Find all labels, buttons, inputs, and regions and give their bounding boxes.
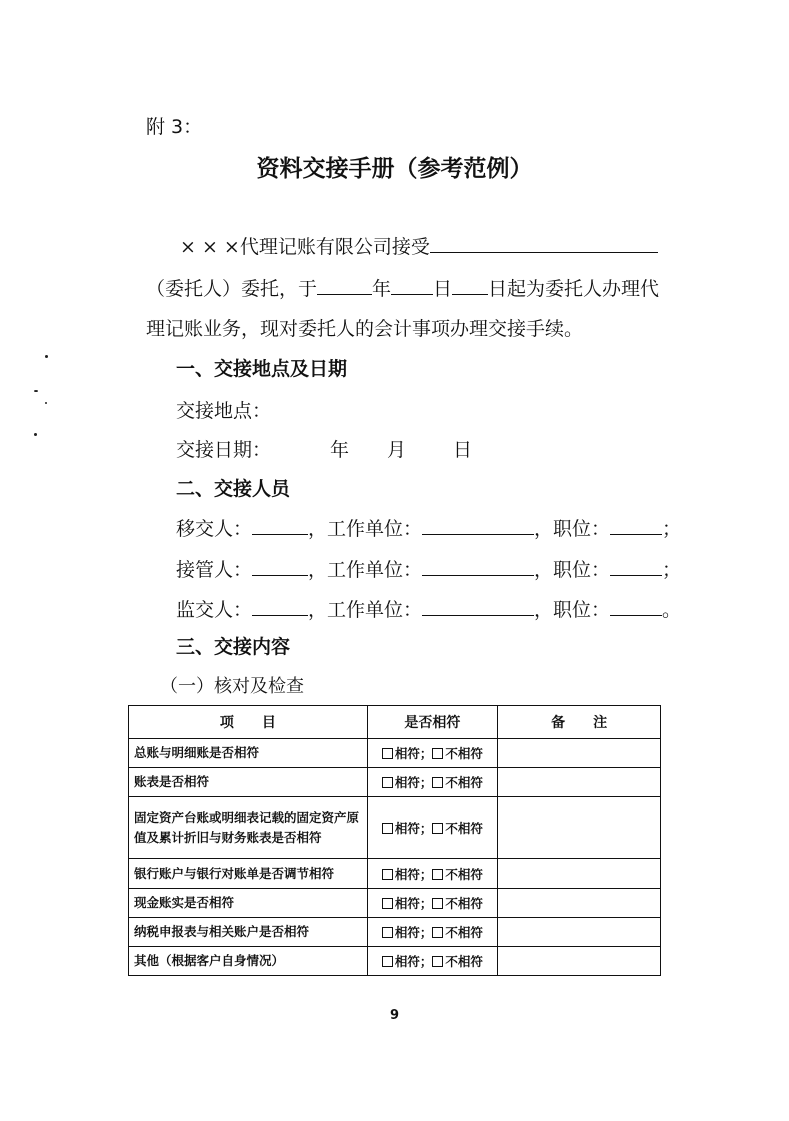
match-yes-label: 相符；: [394, 775, 433, 790]
receiver-position-blank: [610, 556, 662, 576]
section2-heading: 二、交接人员: [176, 478, 291, 500]
match-yes-checkbox[interactable]: [382, 869, 393, 880]
match-yes-checkbox[interactable]: [382, 927, 393, 938]
scan-speck: [45, 402, 47, 404]
row-note[interactable]: [498, 859, 661, 889]
supervisor-label: 监交人：: [176, 599, 253, 621]
row-item: 纳税申报表与相关账户是否相符: [129, 918, 368, 947]
match-yes-checkbox[interactable]: [382, 777, 393, 788]
supervisor-position-label: ，职位：: [534, 599, 611, 621]
receiver-end: ；: [662, 559, 682, 581]
row-match: [367, 947, 497, 976]
match-yes-label: 相符；: [394, 896, 433, 911]
match-no-checkbox[interactable]: [432, 823, 443, 834]
match-yes-label: 相符；: [394, 746, 433, 761]
match-yes-checkbox[interactable]: [382, 898, 393, 909]
section3-subheading: （一）核对及检查: [160, 676, 304, 697]
transferor-name-blank: [252, 515, 308, 535]
table-row: [129, 739, 661, 768]
supervisor-unit-blank: [422, 596, 534, 616]
row-note[interactable]: [498, 797, 661, 859]
table-row: [129, 768, 661, 797]
transferor-label: 移交人：: [176, 518, 253, 540]
header-match: 是否相符: [367, 706, 497, 739]
handover-date-month: 月: [387, 439, 407, 461]
match-no-checkbox[interactable]: [432, 748, 443, 759]
scan-speck: [45, 355, 48, 358]
transferor-row: [176, 514, 681, 541]
match-no-label: 不相符: [445, 954, 483, 969]
row-note[interactable]: [498, 768, 661, 797]
match-no-checkbox[interactable]: [432, 956, 443, 967]
row-note[interactable]: [498, 889, 661, 918]
supervisor-position-blank: [610, 596, 662, 616]
intro-year-label: 年: [372, 278, 392, 300]
supervisor-unit-label: ，工作单位：: [308, 599, 423, 621]
check-table: [128, 705, 661, 976]
match-no-label: 不相符: [445, 746, 483, 761]
row-item: 总账与明细账是否相符: [129, 739, 368, 768]
intro-day-label: 日: [433, 278, 453, 300]
handover-date-label: 交接日期：: [176, 439, 272, 461]
row-match: [367, 797, 497, 859]
match-no-checkbox[interactable]: [432, 869, 443, 880]
row-note[interactable]: [498, 918, 661, 947]
row-note[interactable]: [498, 947, 661, 976]
row-match: [367, 768, 497, 797]
handover-date-year: 年: [330, 439, 350, 461]
table-row: [129, 918, 661, 947]
header-item: 项 目: [129, 706, 368, 739]
match-no-label: 不相符: [445, 925, 483, 940]
match-yes-label: 相符；: [394, 954, 433, 969]
intro-line-1: [180, 232, 658, 259]
handover-place-label: 交接地点：: [176, 400, 272, 422]
match-yes-label: 相符；: [394, 866, 433, 882]
page-number: 9: [389, 1008, 400, 1023]
row-item: 其他（根据客户自身情况）: [129, 947, 368, 976]
scan-speck: [34, 433, 37, 436]
year-blank: [317, 275, 372, 295]
table-row: [129, 859, 661, 889]
intro-line-2: [146, 274, 659, 301]
row-match: [367, 859, 497, 889]
client-name-blank: [430, 233, 658, 253]
match-no-label: 不相符: [445, 866, 483, 882]
row-item: 账表是否相符: [129, 768, 368, 797]
transferor-position-label: ，职位：: [534, 518, 611, 540]
table-header-row: [129, 706, 661, 739]
intro-company: × × ×代理记账有限公司接受: [180, 236, 430, 258]
transferor-unit-label: ，工作单位：: [308, 518, 423, 540]
receiver-label: 接管人：: [176, 559, 253, 581]
appendix-label: 附 3：: [146, 116, 203, 138]
receiver-row: [176, 555, 681, 582]
supervisor-row: [176, 595, 681, 622]
supervisor-end: 。: [662, 599, 682, 621]
row-note[interactable]: [498, 739, 661, 768]
transferor-end: ；: [662, 518, 682, 540]
section3-heading: 三、交接内容: [176, 636, 291, 658]
row-item: 银行账户与银行对账单是否调节相符: [129, 859, 368, 889]
match-yes-label: 相符；: [394, 925, 433, 940]
table-row: [129, 889, 661, 918]
transferor-position-blank: [610, 515, 662, 535]
match-yes-checkbox[interactable]: [382, 956, 393, 967]
table-row: [129, 797, 661, 859]
intro-start-text: 日起为委托人办理代: [488, 278, 660, 300]
row-match: [367, 889, 497, 918]
match-no-label: 不相符: [445, 896, 483, 911]
row-item: 现金账实是否相符: [129, 889, 368, 918]
scan-speck: [34, 390, 38, 392]
match-no-label: 不相符: [445, 820, 483, 836]
document-title: 资料交接手册（参考范例）: [256, 156, 533, 182]
header-note: 备 注: [498, 706, 661, 739]
match-yes-checkbox[interactable]: [382, 823, 393, 834]
match-yes-label: 相符；: [394, 820, 433, 836]
match-yes-checkbox[interactable]: [382, 748, 393, 759]
match-no-checkbox[interactable]: [432, 898, 443, 909]
handover-date-day: 日: [453, 439, 473, 461]
table-row: [129, 947, 661, 976]
supervisor-name-blank: [252, 596, 308, 616]
match-no-checkbox[interactable]: [432, 927, 443, 938]
receiver-unit-blank: [422, 556, 534, 576]
receiver-name-blank: [252, 556, 308, 576]
intro-entrusted: （委托人）委托，于: [146, 278, 318, 300]
receiver-position-label: ，职位：: [534, 559, 611, 581]
row-item: 固定资产台账或明细表记载的固定资产原值及累计折旧与财务账表是否相符: [129, 797, 368, 859]
match-no-checkbox[interactable]: [432, 777, 443, 788]
row-match: [367, 918, 497, 947]
intro-line-3: 理记账业务，现对委托人的会计事项办理交接手续。: [146, 318, 584, 340]
match-no-label: 不相符: [445, 775, 483, 790]
section1-heading: 一、交接地点及日期: [176, 358, 348, 380]
transferor-unit-blank: [422, 515, 534, 535]
day-blank: [452, 275, 488, 295]
row-match: [367, 739, 497, 768]
receiver-unit-label: ，工作单位：: [308, 559, 423, 581]
month-blank: [391, 275, 433, 295]
